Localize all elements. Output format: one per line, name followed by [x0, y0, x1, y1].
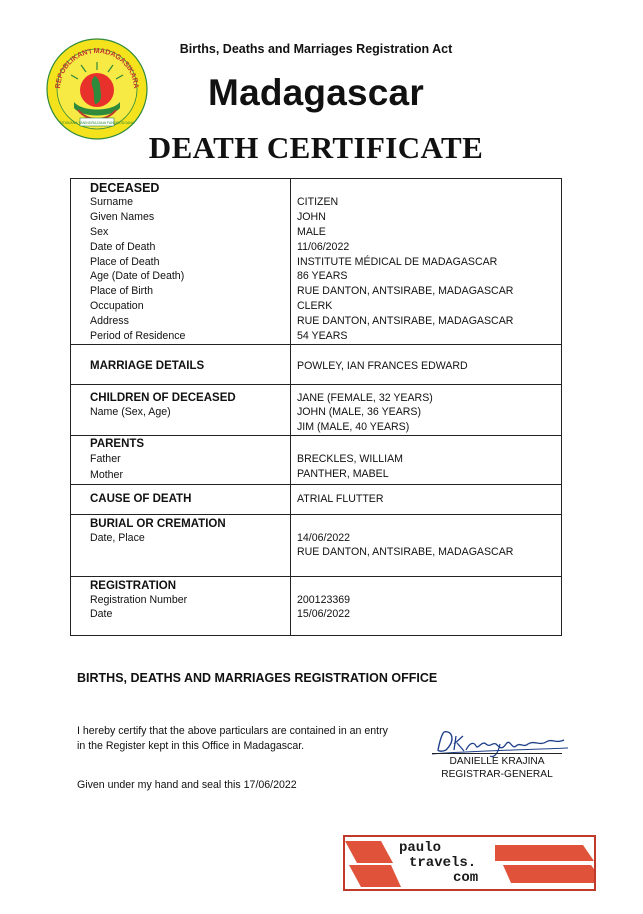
- marriage-heading: MARRIAGE DETAILS: [90, 360, 205, 372]
- deceased-label: Address: [90, 315, 129, 327]
- deceased-value: 86 YEARS: [297, 270, 348, 282]
- registration-date-label: Date: [90, 608, 113, 620]
- coat-of-arms-seal: [46, 38, 148, 140]
- row-divider: [71, 514, 561, 515]
- deceased-label: Date of Death: [90, 241, 156, 253]
- seal-motto: FITIAVANA TANINDRAZANA FANDROSOANA: [59, 121, 135, 125]
- mother-label: Mother: [90, 469, 123, 481]
- registration-number-label: Registration Number: [90, 594, 188, 606]
- country-title: Madagascar: [208, 72, 424, 113]
- certification-line: I hereby certify that the above particulars are contained in an entry: [77, 725, 388, 737]
- deceased-value: MALE: [297, 226, 326, 238]
- row-divider: [71, 576, 561, 577]
- deceased-label: Age (Date of Death): [90, 270, 185, 282]
- row-divider: [71, 484, 561, 485]
- registrar-title: REGISTRAR-GENERAL: [441, 769, 553, 780]
- children-label: Name (Sex, Age): [90, 406, 171, 418]
- cause-heading: CAUSE OF DEATH: [90, 493, 192, 505]
- deceased-label: Surname: [90, 196, 133, 208]
- burial-heading: BURIAL OR CREMATION: [90, 518, 226, 530]
- given-under-seal: Given under my hand and seal this 17/06/2022: [77, 779, 297, 791]
- column-divider: [290, 179, 291, 635]
- seal-text: REPOBLIKAN'I MADAGASIKARA: [52, 45, 142, 89]
- deceased-heading: DECEASED: [90, 181, 160, 195]
- parents-heading: PARENTS: [90, 438, 145, 450]
- marriage-value: POWLEY, IAN FRANCES EDWARD: [297, 360, 468, 372]
- row-divider: [71, 344, 561, 345]
- registration-number-value: 200123369: [297, 594, 351, 606]
- deceased-label: Period of Residence: [90, 330, 186, 342]
- deceased-value: CITIZEN: [297, 196, 339, 208]
- row-divider: [71, 435, 561, 436]
- certification-line: in the Register kept in this Office in Madagascar.: [77, 739, 305, 752]
- certificate-title: DEATH CERTIFICATE: [148, 130, 484, 165]
- father-label: Father: [90, 453, 121, 465]
- burial-date: 14/06/2022: [297, 532, 351, 544]
- registrar-name: DANIELLE KRAJINA: [449, 756, 545, 767]
- children-heading: CHILDREN OF DECEASED: [90, 392, 236, 404]
- burial-place: RUE DANTON, ANTSIRABE, MADAGASCAR: [297, 546, 514, 558]
- child-value: JIM (MALE, 40 YEARS): [297, 421, 410, 433]
- watermark-logo: [343, 835, 596, 891]
- deceased-value: 54 YEARS: [297, 330, 348, 342]
- deceased-label: Occupation: [90, 300, 144, 312]
- deceased-value: INSTITUTE MÉDICAL DE MADAGASCAR: [297, 256, 498, 268]
- deceased-value: RUE DANTON, ANTSIRABE, MADAGASCAR: [297, 285, 514, 297]
- registration-heading: REGISTRATION: [90, 580, 177, 592]
- watermark-text: travels.: [409, 855, 477, 871]
- deceased-value: CLERK: [297, 300, 333, 312]
- deceased-value: RUE DANTON, ANTSIRABE, MADAGASCAR: [297, 315, 514, 327]
- act-title: Births, Deaths and Marriages Registration Act: [179, 42, 453, 56]
- deceased-value: 11/06/2022: [297, 241, 350, 253]
- deceased-value: JOHN: [297, 211, 326, 223]
- cause-value: ATRIAL FLUTTER: [297, 493, 384, 505]
- deceased-label: Given Names: [90, 211, 155, 223]
- certificate-table: [70, 178, 562, 636]
- deceased-label: Place of Death: [90, 256, 160, 268]
- office-title: BIRTHS, DEATHS AND MARRIAGES REGISTRATION OFFICE: [77, 671, 438, 685]
- watermark-text: paulo: [399, 840, 442, 856]
- deceased-label: Sex: [90, 226, 109, 238]
- child-value: JOHN (MALE, 36 YEARS): [297, 406, 422, 418]
- registrar-signature: [430, 720, 570, 760]
- father-value: BRECKLES, WILLIAM: [297, 453, 403, 465]
- row-divider: [71, 384, 561, 385]
- certification-statement: [77, 724, 427, 754]
- child-value: JANE (FEMALE, 32 YEARS): [297, 392, 433, 404]
- burial-label: Date, Place: [90, 532, 145, 544]
- signature-line: [432, 753, 562, 754]
- registration-date-value: 15/06/2022: [297, 608, 351, 620]
- mother-value: PANTHER, MABEL: [297, 468, 389, 480]
- deceased-label: Place of Birth: [90, 285, 154, 297]
- watermark-text: com: [453, 870, 479, 886]
